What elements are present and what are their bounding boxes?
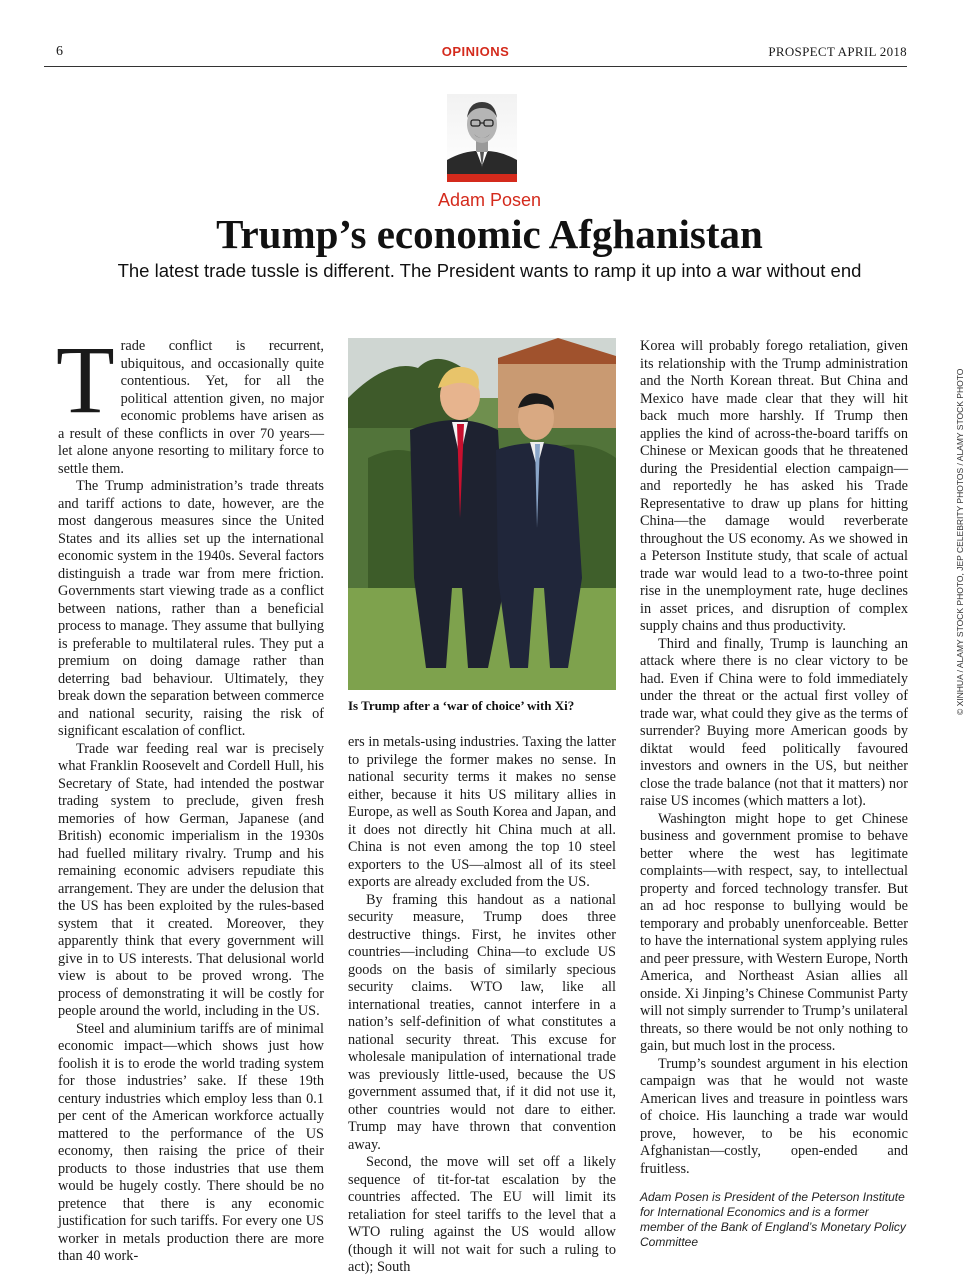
author-bio: Adam Posen is President of the Peterson Institute for International Economics and is a former member of the Bank of England’s Monetary Policy Committee — [640, 1190, 906, 1249]
author-portrait — [447, 94, 517, 174]
paragraph-text: rade conflict is recurrent, ubiquitous, and occasionally quite contentious. Yet, for all the political attention given, no major economic problems have arisen as a result of these conflicts in over 70 years—let alone anyone resorting to military force to settle them. — [58, 338, 324, 477]
photo-trump-xi — [348, 338, 616, 690]
section-label: OPINIONS — [441, 44, 510, 59]
issue-label: PROSPECT APRIL 2018 — [768, 44, 907, 59]
paragraph: Trade war feeding real war is precisely what Franklin Roosevelt and Cordell Hull, his Secretary of State, had intended the postwar trading system to preclude, given fresh memories of how German, Japanese (and British) economic imperialism in the 1930s had fuelled military rivalry. Trump and his remaining economic advisers repudiate this arrangement. They are under the delusion that the US has been exploited by the rules-based system that it created. Moreover, they apparently think that every government will give in to US interests. That delusional world view is about to be proved wrong. The process of demonstrating it will be costly for people around the world, including in the US. — [58, 740, 324, 1019]
paragraph: Washington might hope to get Chinese business and government promise to behave better where the west has legitimate complaints—with respect, say, to intellectual property and forced technology transfer. But an ad hoc response to bullying would be temporary and probably unenforceable. Better to have the international system applying rules and peer pressure, with Western Europe, North America, and Northeast Asian allies all onside. Xi Jinping’s Chinese Communist Party will not simply surrender to Trump’s unilateral threats, so there would be not only nothing to gain, but much lost in the process. — [640, 810, 908, 1054]
page-number: 6 — [56, 44, 63, 59]
header-rule — [44, 66, 907, 67]
photo-credit — [950, 368, 970, 720]
drop-cap: T — [56, 326, 115, 433]
column-2 — [348, 734, 616, 1277]
headline: Trump’s economic Afghanistan — [216, 211, 763, 257]
photo-caption: Is Trump after a ‘war of choice’ with Xi? — [348, 698, 575, 713]
paragraph: Trump’s soundest argument in his election campaign was that he would not waste American lives and treasure in pointless wars of choice. His launching a trade war would prove, however, to be his economic Afghanistan—costly, open-ended and fruitless. — [640, 1055, 908, 1177]
paragraph: ers in metals-using industries. Taxing the latter to privilege the former makes no sense. In national security terms it makes no sense either, because it hits US military allies in Europe, as well as South Korea and Japan, and it does not directly hit China much at all. China is not even among the top 10 steel exporters to the US—almost all of its steel exports are already excluded from the US. — [348, 734, 616, 890]
column-3 — [640, 338, 908, 1250]
photo-credit-text: © XINHUA / ALAMY STOCK PHOTO, JEP CELEBRITY PHOTOS / ALAMY STOCK PHOTO — [955, 368, 965, 715]
paragraph: By framing this handout as a national security measure, Trump does three destructive things. First, he invites other countries—including China—to exclude US goods on the basis of similarly specious security claims. WTO law, like all international treaties, cannot interfere in a nation’s self-definition of what constitutes a national security threat. This excuse for wholesale manipulation of international trade was previously little-used, because the US government assumed that, if it did not use it, other countries would not dare to either. Trump may have thrown that convention away. — [348, 891, 616, 1153]
paragraph: Steel and aluminium tariffs are of minimal economic impact—which shows just how foolish it is to erode the world trading system for those industries’ sake. If these 19th century industries which employ less than 0.1 per cent of the American workforce actually mattered to the performance of the US economy, then raising the price of their products to those industries that use them would be hugely costly. There should be no pretence that there is any economic justification for such tariffs. For every one US worker in metals production there are more than 40 work- — [58, 1020, 324, 1264]
portrait-accent-bar — [447, 174, 517, 182]
paragraph: Second, the move will set off a likely sequence of tit-for-tat escalation by the countries affected. The EU will limit its retaliation for steel tariffs to the level that a WTO ruling against the US would allow (though it will not wait for such a ruling to act); South — [348, 1154, 616, 1275]
paragraph — [56, 326, 324, 478]
paragraph: Third and finally, Trump is launching an attack where there is no clear victory to be had. Even if China were to fold immediately under the threat or the actual first volley of trade war, what could they give as the terms of surrender? Buying more American goods by diktat would feed politically favoured investors and owners in the US, but neither close the trade balance (not that it matters) nor raise US incomes (which matters a lot). — [640, 635, 908, 809]
paragraph: Korea will probably forego retaliation, given its relationship with the Trump administration and the North Korean threat. But China and Mexico have made clear that they will hit back much more harshly. If Trump then applies the kind of across-the-board tariffs on Chinese or Mexican goods that he threatened during the Presidential election campaign—and reportedly he has asked his Trade Representative to draw up plans for hitting China—the damage would reverberate throughout the US economy. As we showed in a Peterson Institute study, that scale of actual trade war would lead to a two-to-three point rise in the unemployment rate, huge declines in asset prices, and disruption of complex supply chains and thus productivity. — [640, 338, 908, 634]
standfirst: The latest trade tussle is different. The President wants to ramp it up into a war without end — [117, 260, 862, 281]
paragraph: The Trump administration’s trade threats and tariff actions to date, however, are the most dangerous measures since the United States and its allies set up the international economic system in the 1940s. Several factors distinguish a trade war from mere friction. Governments start viewing trade as a conflict between nations, rather than a beneficial process to manage. They assume that bullying is preferable to multilateral rules. They put a premium on doing damage rather than deterring bad behaviour. Ultimately, they break down the separation between commerce and national security, raising the risk of significant escalation of conflict. — [58, 478, 324, 739]
page-header — [44, 44, 907, 64]
column-1 — [56, 326, 324, 1266]
author-byline: Adam Posen — [437, 190, 542, 210]
